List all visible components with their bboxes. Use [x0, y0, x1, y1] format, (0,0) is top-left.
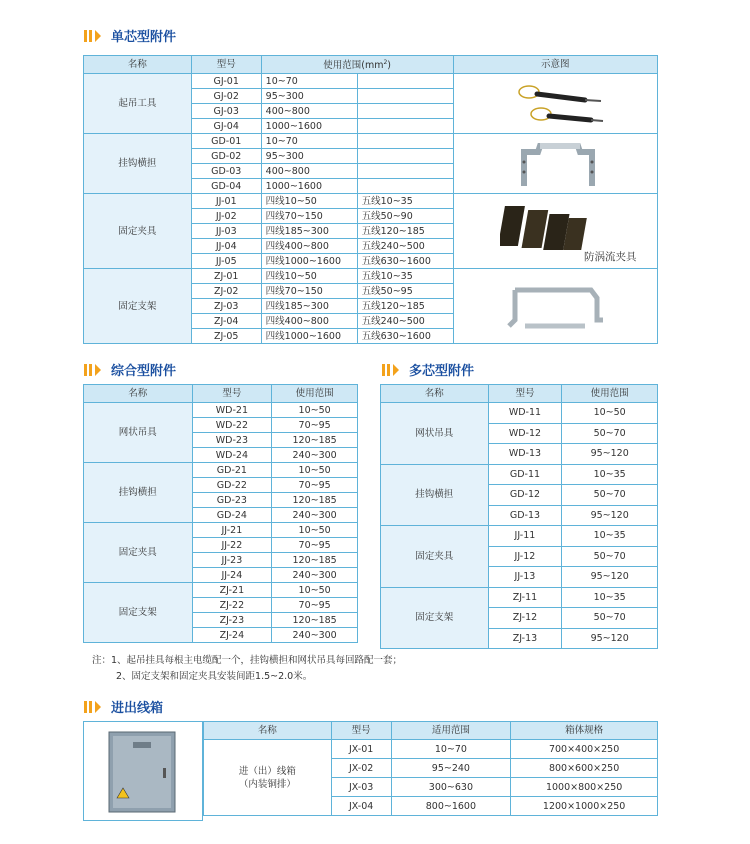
range-cell-1: 1000~1600	[261, 179, 357, 194]
model-cell: JJ-03	[191, 224, 261, 239]
range-cell: 10~50	[272, 463, 358, 478]
model-cell: GJ-01	[191, 74, 261, 89]
cabinet-image	[103, 728, 183, 816]
box-name-line2: （内装铜排）	[238, 778, 296, 790]
model-cell: GD-03	[191, 164, 261, 179]
group-name: 网状吊具	[84, 403, 193, 463]
range-cell: 70~95	[272, 418, 358, 433]
model-cell: JJ-01	[191, 194, 261, 209]
section-title-text: 单芯型附件	[111, 30, 177, 45]
model-cell: GD-22	[192, 478, 272, 493]
col-name: 名称	[204, 722, 332, 740]
model-cell: JJ-02	[191, 209, 261, 224]
model-cell: JJ-04	[191, 239, 261, 254]
model-cell: GD-02	[191, 149, 261, 164]
col-range	[261, 56, 453, 74]
range-cell: 10~50	[272, 583, 358, 598]
table-row	[381, 464, 658, 485]
range-cell: 70~95	[272, 478, 358, 493]
range-cell: 95~120	[562, 505, 658, 526]
section-title-comprehensive	[84, 360, 176, 379]
range-cell-1: 四线10~50	[261, 194, 357, 209]
col-model: 型号	[191, 56, 261, 74]
range-cell-1: 四线1000~1600	[261, 254, 357, 269]
box-name-cell	[204, 740, 332, 816]
model-cell: GD-04	[191, 179, 261, 194]
range-cell-1: 95~300	[261, 149, 357, 164]
range-cell-1: 四线70~150	[261, 284, 357, 299]
model-cell: GD-12	[488, 485, 562, 506]
table-row	[381, 526, 658, 547]
range-cell-1: 四线1000~1600	[261, 329, 357, 344]
note-2: 2、固定支架和固定夹具安装间距1.5~2.0米。	[116, 671, 313, 682]
model-cell: WD-22	[192, 418, 272, 433]
range-cell-2	[357, 179, 453, 194]
model-cell: WD-21	[192, 403, 272, 418]
col-model: 型号	[331, 722, 391, 740]
range-cell: 10~35	[562, 464, 658, 485]
spec-cell: 700×400×250	[511, 740, 658, 759]
range-cell-2	[357, 119, 453, 134]
range-cell-1: 10~70	[261, 134, 357, 149]
range-cell-1: 四线10~50	[261, 269, 357, 284]
model-cell: ZJ-02	[191, 284, 261, 299]
group-name: 挂钩横担	[381, 464, 489, 526]
group-name: 起吊工具	[84, 74, 192, 134]
col-range: 适用范围	[391, 722, 511, 740]
model-cell: ZJ-05	[191, 329, 261, 344]
model-cell: JJ-22	[192, 538, 272, 553]
range-cell: 10~50	[562, 403, 658, 424]
range-cell: 240~300	[272, 628, 358, 643]
range-text: 使用范围(mm	[323, 60, 384, 72]
range-cell-1: 10~70	[261, 74, 357, 89]
col-name: 名称	[381, 385, 489, 403]
model-cell: JX-01	[331, 740, 391, 759]
model-cell: GD-23	[192, 493, 272, 508]
range-cell: 240~300	[272, 508, 358, 523]
model-cell: GJ-03	[191, 104, 261, 119]
section-marker-icon	[84, 364, 103, 376]
range-cell: 800~1600	[391, 797, 511, 816]
group-name: 固定支架	[84, 583, 193, 643]
range-cell: 95~120	[562, 444, 658, 465]
range-cell-2: 五线50~95	[357, 284, 453, 299]
spec-cell: 800×600×250	[511, 759, 658, 778]
range-cell: 95~120	[562, 628, 658, 649]
model-cell: ZJ-11	[488, 587, 562, 608]
table-row	[84, 523, 358, 538]
model-cell: ZJ-13	[488, 628, 562, 649]
range-cell: 95~240	[391, 759, 511, 778]
model-cell: ZJ-22	[192, 598, 272, 613]
table-row	[381, 403, 658, 424]
group-name: 固定夹具	[84, 194, 192, 269]
section-marker-icon	[382, 364, 401, 376]
model-cell: WD-11	[488, 403, 562, 424]
range-cell-2	[357, 164, 453, 179]
range-cell-2	[357, 134, 453, 149]
group-name: 固定支架	[381, 587, 489, 649]
range-cell: 70~95	[272, 538, 358, 553]
model-cell: GD-11	[488, 464, 562, 485]
section-title-multi	[382, 360, 474, 379]
group-name: 固定夹具	[381, 526, 489, 588]
range-sup: 2	[383, 59, 388, 67]
range-cell: 10~50	[272, 523, 358, 538]
section-marker-icon	[84, 30, 103, 42]
range-cell-1: 四线70~150	[261, 209, 357, 224]
section-title-single	[84, 26, 176, 45]
model-cell: ZJ-01	[191, 269, 261, 284]
col-name: 名称	[84, 56, 192, 74]
fixing-bracket-image	[505, 280, 605, 338]
model-cell: ZJ-12	[488, 608, 562, 629]
range-cell: 50~70	[562, 485, 658, 506]
model-cell: ZJ-03	[191, 299, 261, 314]
col-range: 使用范围	[272, 385, 358, 403]
col-diagram: 示意图	[453, 56, 657, 74]
table-row	[381, 587, 658, 608]
model-cell: JJ-21	[192, 523, 272, 538]
group-name: 挂钩横担	[84, 134, 192, 194]
range-cell: 50~70	[562, 423, 658, 444]
box-table	[203, 721, 658, 816]
model-cell: JJ-23	[192, 553, 272, 568]
range-end: )	[387, 60, 391, 72]
range-cell: 120~185	[272, 613, 358, 628]
range-cell-1: 400~800	[261, 164, 357, 179]
range-cell-2: 五线630~1600	[357, 254, 453, 269]
model-cell: WD-13	[488, 444, 562, 465]
table-row	[84, 583, 358, 598]
model-cell: ZJ-24	[192, 628, 272, 643]
range-cell-2: 五线240~500	[357, 314, 453, 329]
model-cell: GJ-02	[191, 89, 261, 104]
range-cell: 10~70	[391, 740, 511, 759]
range-cell-2: 五线120~185	[357, 299, 453, 314]
group-name: 网状吊具	[381, 403, 489, 465]
range-cell: 120~185	[272, 433, 358, 448]
section-title-box	[84, 697, 163, 716]
range-cell: 50~70	[562, 608, 658, 629]
range-cell-1: 四线185~300	[261, 299, 357, 314]
group-name: 挂钩横担	[84, 463, 193, 523]
range-cell-2	[357, 149, 453, 164]
range-cell: 240~300	[272, 568, 358, 583]
group-name: 固定支架	[84, 269, 192, 344]
range-cell-2: 五线630~1600	[357, 329, 453, 344]
range-cell-2: 五线120~185	[357, 224, 453, 239]
range-cell-1: 四线400~800	[261, 314, 357, 329]
range-cell: 10~50	[272, 403, 358, 418]
model-cell: JX-04	[331, 797, 391, 816]
lifting-tool-image	[515, 80, 605, 130]
model-cell: WD-12	[488, 423, 562, 444]
model-cell: GJ-04	[191, 119, 261, 134]
note-1: 注：1、起吊挂具每根主电缆配一个，挂钩横担和网状吊具每回路配一套；	[92, 655, 403, 666]
model-cell: ZJ-04	[191, 314, 261, 329]
anti-eddy-label: 防涡流夹具	[584, 251, 637, 263]
model-cell: JJ-24	[192, 568, 272, 583]
section-title-text: 进出线箱	[111, 701, 164, 716]
model-cell: GD-13	[488, 505, 562, 526]
range-cell: 240~300	[272, 448, 358, 463]
range-cell: 50~70	[562, 546, 658, 567]
range-cell-2	[357, 89, 453, 104]
model-cell: JJ-13	[488, 567, 562, 588]
spec-cell: 1200×1000×250	[511, 797, 658, 816]
model-cell: JJ-12	[488, 546, 562, 567]
range-cell-2	[357, 104, 453, 119]
col-name: 名称	[84, 385, 193, 403]
range-cell-2	[357, 74, 453, 89]
group-name: 固定夹具	[84, 523, 193, 583]
model-cell: GD-24	[192, 508, 272, 523]
col-range: 使用范围	[562, 385, 658, 403]
range-cell: 10~35	[562, 526, 658, 547]
table-row	[84, 403, 358, 418]
model-cell: WD-23	[192, 433, 272, 448]
section-title-text: 综合型附件	[111, 364, 177, 379]
section-marker-icon	[84, 701, 103, 713]
range-cell-2: 五线240~500	[357, 239, 453, 254]
table-row	[204, 740, 658, 759]
col-model: 型号	[488, 385, 562, 403]
model-cell: ZJ-21	[192, 583, 272, 598]
range-cell-2: 五线50~90	[357, 209, 453, 224]
range-cell-1: 四线185~300	[261, 224, 357, 239]
box-name-line1: 进（出）线箱	[238, 765, 296, 777]
range-cell: 120~185	[272, 553, 358, 568]
range-cell: 70~95	[272, 598, 358, 613]
comprehensive-table	[83, 384, 358, 643]
range-cell-1: 400~800	[261, 104, 357, 119]
hook-crossarm-image	[518, 138, 598, 190]
spec-cell: 1000×800×250	[511, 778, 658, 797]
range-cell-1: 95~300	[261, 89, 357, 104]
range-cell: 120~185	[272, 493, 358, 508]
range-cell-1: 1000~1600	[261, 119, 357, 134]
range-cell: 95~120	[562, 567, 658, 588]
model-cell: JJ-11	[488, 526, 562, 547]
model-cell: JX-02	[331, 759, 391, 778]
range-cell: 10~35	[562, 587, 658, 608]
model-cell: GD-21	[192, 463, 272, 478]
model-cell: ZJ-23	[192, 613, 272, 628]
range-cell-2: 五线10~35	[357, 269, 453, 284]
fixing-clamp-image	[500, 200, 595, 255]
col-model: 型号	[192, 385, 272, 403]
section-title-text: 多芯型附件	[409, 364, 475, 379]
col-spec: 箱体规格	[511, 722, 658, 740]
range-cell-1: 四线400~800	[261, 239, 357, 254]
range-cell-2: 五线10~35	[357, 194, 453, 209]
multi-core-table	[380, 384, 658, 649]
model-cell: JX-03	[331, 778, 391, 797]
table-row	[84, 463, 358, 478]
model-cell: WD-24	[192, 448, 272, 463]
model-cell: GD-01	[191, 134, 261, 149]
range-cell: 300~630	[391, 778, 511, 797]
model-cell: JJ-05	[191, 254, 261, 269]
